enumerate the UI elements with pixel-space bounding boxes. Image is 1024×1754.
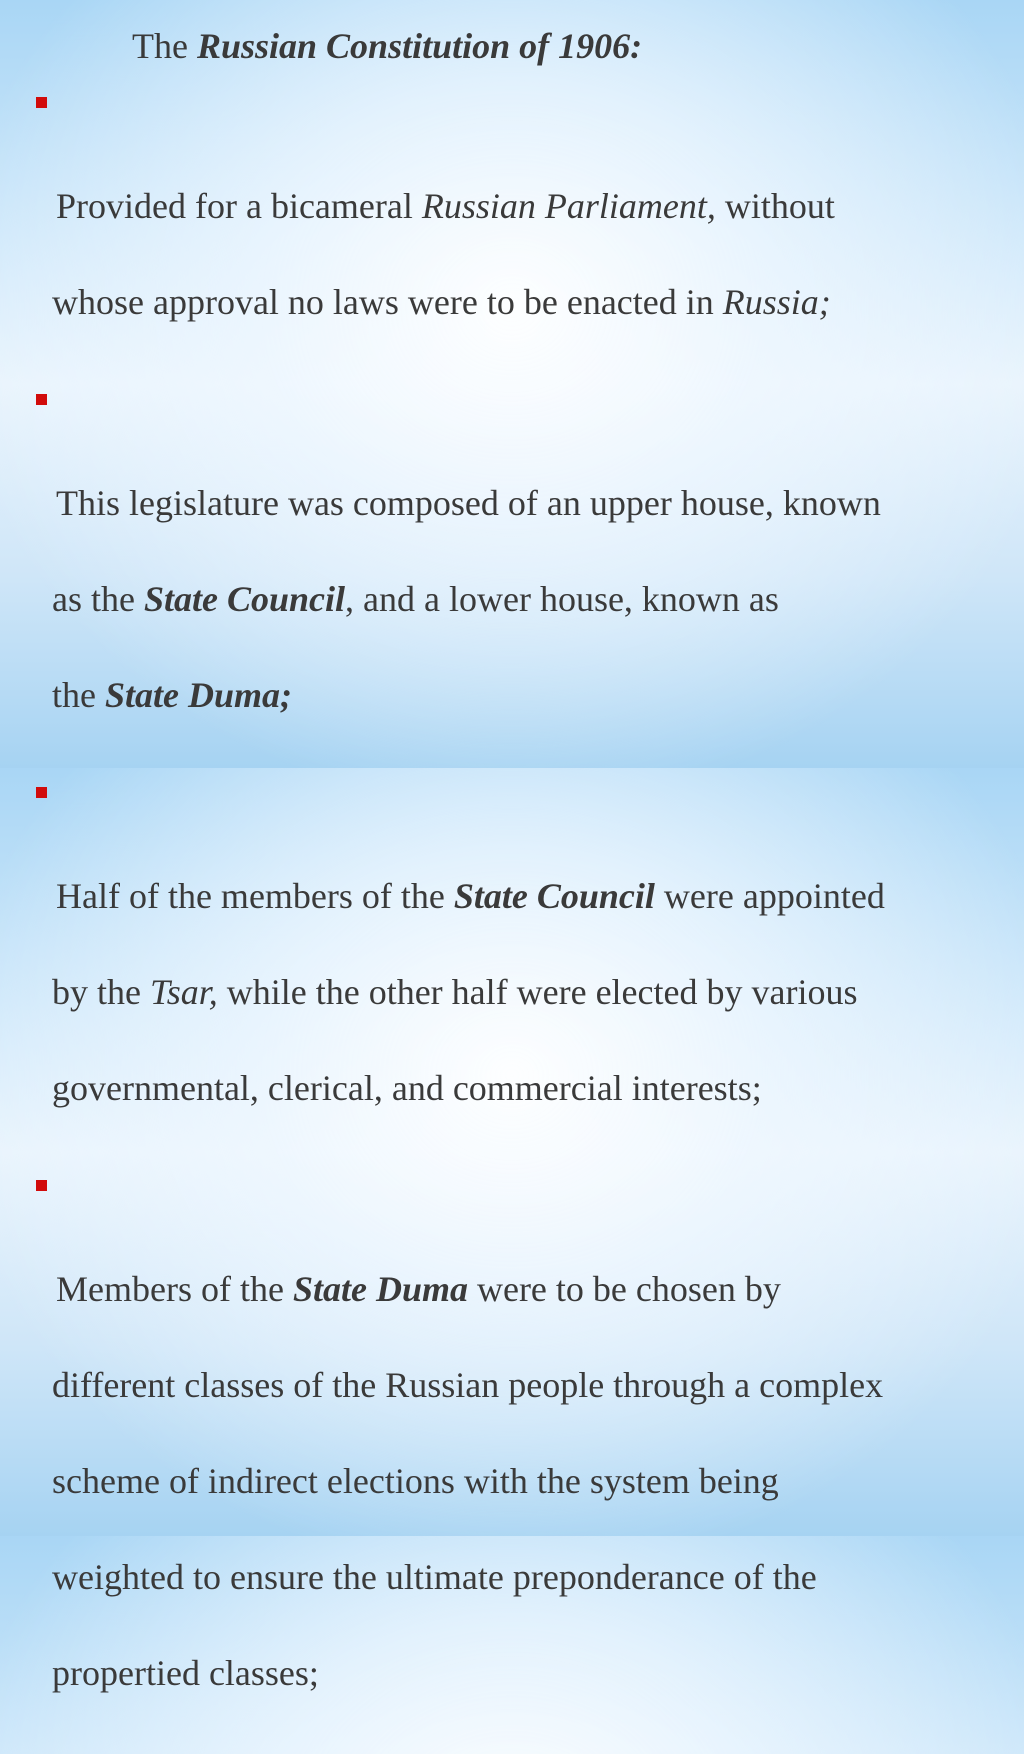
text-run: Provided for a bicameral — [56, 186, 422, 226]
bullet-item-state-duma — [52, 1169, 992, 1745]
bullet-line — [52, 1064, 992, 1112]
bold-italic-term: State Duma — [292, 1269, 468, 1309]
text-run: were to be chosen by — [467, 1269, 781, 1309]
italic-term: Russia; — [722, 282, 831, 322]
text-run: by the — [52, 972, 150, 1012]
bullet-item-state-council — [52, 776, 992, 1160]
bullet-line — [52, 1553, 992, 1601]
text-run: without — [715, 186, 835, 226]
italic-term: Tsar, — [149, 972, 218, 1012]
square-bullet-icon — [36, 1180, 47, 1191]
text-run: were appointed — [654, 876, 885, 916]
bullet-line — [52, 1361, 992, 1409]
text-run: ; — [280, 675, 293, 715]
text-run: weighted to ensure the ultimate preponderance of the — [52, 1557, 817, 1597]
square-bullet-icon — [36, 97, 47, 108]
text-run: different classes of the Russian people through a complex — [52, 1365, 884, 1405]
bullet-line — [52, 968, 992, 1016]
bullet-line — [52, 872, 992, 920]
bold-italic-term: State Council — [143, 579, 346, 619]
text-run: , and a lower house, known as — [345, 579, 779, 619]
title-prefix: The — [132, 26, 188, 66]
bullet-line — [52, 1265, 992, 1313]
bold-italic-term: State Duma — [104, 675, 281, 715]
text-run: propertied classes; — [52, 1653, 319, 1693]
bullet-line — [52, 1649, 992, 1697]
bullet-item-parliament — [52, 86, 992, 374]
text-run: scheme of indirect elections with the system being — [52, 1461, 779, 1501]
bullet-item-legislature — [52, 383, 992, 767]
bullet-line — [52, 575, 992, 623]
slide-title — [132, 24, 642, 68]
bullet-line — [52, 278, 992, 326]
text-run: as the — [52, 579, 144, 619]
text-run: This legislature was composed of an upper house, known — [56, 483, 881, 523]
square-bullet-icon — [36, 394, 47, 405]
italic-term: Russian Parliament, — [421, 186, 716, 226]
bullet-line — [52, 479, 992, 527]
text-run: while the other half were elected by various — [217, 972, 858, 1012]
text-run: the — [52, 675, 105, 715]
bullet-list — [52, 86, 992, 1754]
bullet-line — [52, 182, 992, 230]
text-run: governmental, clerical, and commercial interests; — [52, 1068, 762, 1108]
bullet-line — [52, 671, 992, 719]
text-run: Members of the — [56, 1269, 293, 1309]
text-run: Half of the members of the — [56, 876, 454, 916]
bullet-line — [52, 1457, 992, 1505]
text-run: whose approval no laws were to be enacted in — [52, 282, 723, 322]
square-bullet-icon — [36, 787, 47, 798]
title-emphasis: Russian Constitution of 1906: — [196, 26, 643, 66]
bold-italic-term: State Council — [453, 876, 655, 916]
